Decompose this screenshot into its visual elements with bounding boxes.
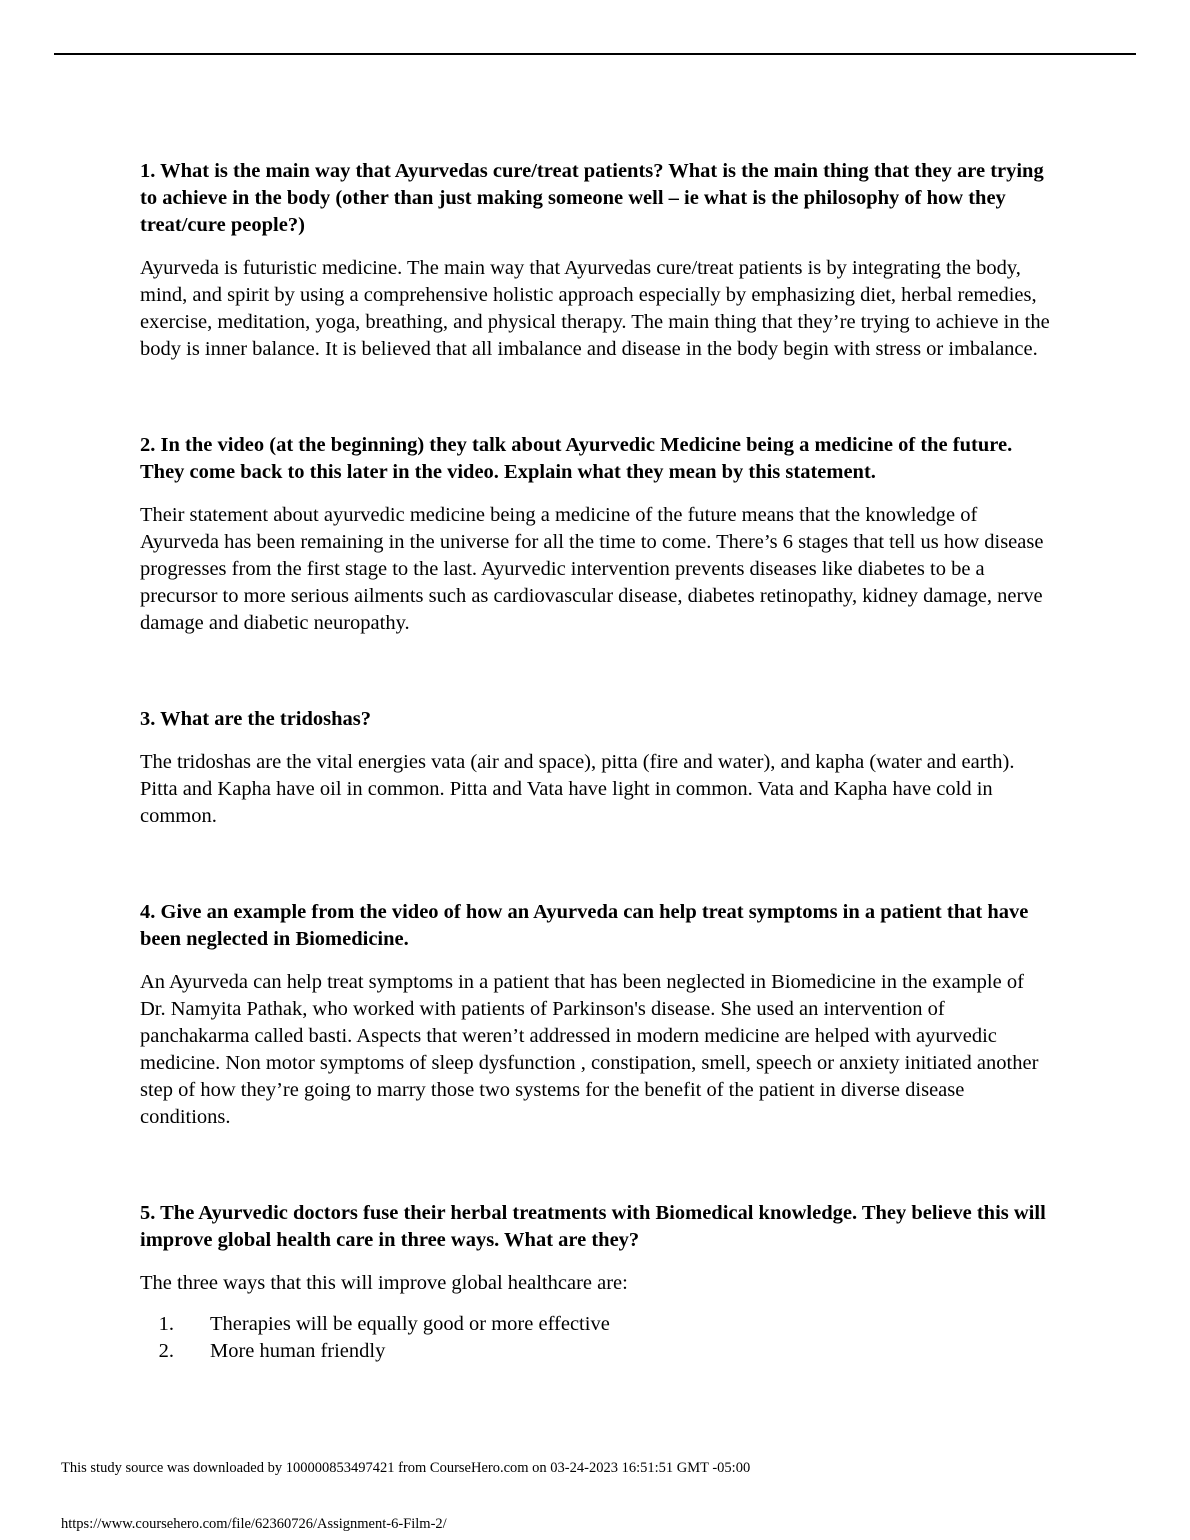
question-1: 1. What is the main way that Ayurvedas cure/treat patients? What is the main thing that they are trying to achieve in the body (other than just making someone well – ie what is the philosophy of how they treat/cure people?) — [140, 160, 1044, 236]
list-item-text: Therapies will be equally good or more effective — [210, 1313, 610, 1335]
answer-1: Ayurveda is futuristic medicine. The main way that Ayurvedas cure/treat patients is by integrating the body, mind, and spirit by using a comprehensive holistic approach especially by emphasizing diet, herbal remedies, exercise, meditation, yoga, breathing, and physical therapy. The main thing that they’re trying to achieve in the body is inner balance. It is believed that all imbalance and disease in the body begin with stress or imbalance. — [140, 257, 1050, 360]
question-4: 4. Give an example from the video of how an Ayurveda can help treat symptoms in a patient that have been neglected in Biomedicine. — [140, 901, 1029, 950]
question-block-2 — [140, 432, 1052, 637]
document-body — [140, 158, 1052, 1434]
header-rule — [54, 53, 1136, 55]
improvement-list — [140, 1311, 1052, 1365]
answer-5: The three ways that this will improve global healthcare are: — [140, 1272, 628, 1294]
question-block-4 — [140, 899, 1052, 1131]
question-block-3 — [140, 706, 1052, 830]
question-2: 2. In the video (at the beginning) they talk about Ayurvedic Medicine being a medicine of the future. They come back to this later in the video. Explain what they mean by this statement. — [140, 434, 1013, 483]
question-5: 5. The Ayurvedic doctors fuse their herbal treatments with Biomedical knowledge. They believe this will improve global health care in three ways. What are they? — [140, 1202, 1046, 1251]
footer-source-note: This study source was downloaded by 100000853497421 from CourseHero.com on 03-24-2023 16:51:51 GMT -05:00 — [61, 1460, 751, 1476]
question-block-5 — [140, 1200, 1052, 1365]
question-block-1 — [140, 158, 1052, 363]
footer-url[interactable]: https://www.coursehero.com/file/62360726/Assignment-6-Film-2/ — [61, 1516, 447, 1532]
answer-4: An Ayurveda can help treat symptoms in a patient that has been neglected in Biomedicine in the example of Dr. Namyita Pathak, who worked with patients of Parkinson's disease. She used an intervention of panchakarma called basti. Aspects that weren’t addressed in modern medicine are helped with ayurvedic medicine. Non motor symptoms of sleep dysfunction , constipation, smell, speech or anxiety initiated another step of how they’re going to marry those two systems for the benefit of the patient in diverse disease conditions. — [140, 971, 1039, 1128]
answer-2: Their statement about ayurvedic medicine being a medicine of the future means that the knowledge of Ayurveda has been remaining in the universe for all the time to come. There’s 6 stages that tell us how disease progresses from the first stage to the last. Ayurvedic intervention prevents diseases like diabetes to be a precursor to more serious ailments such as cardiovascular disease, diabetes retinopathy, kidney damage, nerve damage and diabetic neuropathy. — [140, 504, 1044, 634]
answer-3: The tridoshas are the vital energies vata (air and space), pitta (fire and water), and kapha (water and earth). Pitta and Kapha have oil in common. Pitta and Vata have light in common. Vata and Kapha have cold in common. — [140, 751, 1015, 827]
list-item-text: More human friendly — [210, 1340, 386, 1362]
list-item — [140, 1311, 1052, 1338]
list-item — [140, 1338, 1052, 1365]
list-item-number: 2. — [158, 1340, 174, 1362]
question-3: 3. What are the tridoshas? — [140, 708, 372, 730]
list-item-number: 1. — [158, 1313, 174, 1335]
